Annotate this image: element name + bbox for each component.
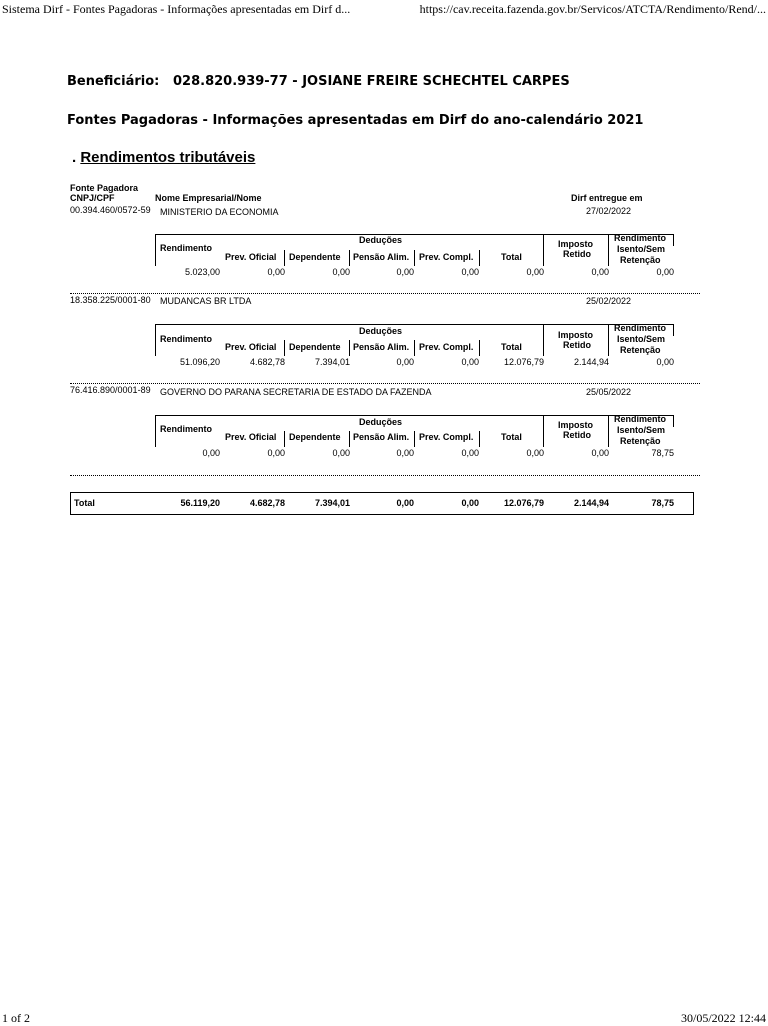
label-nome-empresarial: Nome Empresarial/Nome [155, 193, 262, 203]
header-prev-oficial: Prev. Oficial [225, 342, 277, 352]
header-dependente: Dependente [289, 252, 341, 262]
cell-prev-compl: 0,00 [461, 267, 479, 277]
section-title: Rendimentos tributáveis [80, 149, 256, 166]
table-border [349, 250, 350, 266]
header-deducoes: Deduções [359, 326, 403, 336]
cell-dependente: 7.394,01 [314, 357, 350, 367]
header-retencao: Retenção [620, 436, 661, 446]
header-retido: Retido [563, 430, 591, 440]
payer-cnpj: 00.394.460/0572-59 [70, 205, 151, 215]
table-border [349, 340, 350, 356]
table-border [414, 250, 415, 266]
totals-pensao-alim: 0,00 [396, 498, 414, 508]
header-isento: Isento/Sem [617, 334, 666, 344]
payer-cnpj: 76.416.890/0001-89 [70, 385, 151, 395]
section-heading [72, 149, 255, 166]
table-border [479, 340, 480, 356]
cell-rendimento: 5.023,00 [184, 267, 220, 277]
table-border [543, 234, 544, 266]
cell-pensao-alim: 0,00 [396, 267, 414, 277]
header-pensao-alim: Pensão Alim. [353, 252, 410, 262]
header-isento: Isento/Sem [617, 425, 666, 435]
header-imposto: Imposto [558, 239, 593, 249]
header-total: Total [501, 432, 522, 442]
header-total: Total [501, 252, 522, 262]
table-border [155, 324, 156, 356]
table-border [608, 324, 609, 356]
totals-prev-oficial: 4.682,78 [249, 498, 285, 508]
totals-label: Total [74, 498, 95, 508]
payer-nome: MINISTERIO DA ECONOMIA [160, 207, 279, 217]
cell-rendimento: 51.096,20 [179, 357, 220, 367]
table-border [479, 431, 480, 447]
header-rendimento: Rendimento [160, 424, 213, 434]
totals-dependente: 7.394,01 [314, 498, 350, 508]
header-dependente: Dependente [289, 342, 341, 352]
header-prev-oficial: Prev. Oficial [225, 432, 277, 442]
header-prev-oficial: Prev. Oficial [225, 252, 277, 262]
totals-rendimento: 56.119,20 [180, 498, 220, 508]
table-border [608, 415, 609, 447]
cell-imposto-retido: 0,00 [591, 267, 609, 277]
header-prev-compl: Prev. Compl. [419, 342, 474, 352]
table-border [479, 250, 480, 266]
cell-prev-oficial: 0,00 [267, 448, 285, 458]
table-border [155, 234, 156, 266]
table-border [673, 324, 674, 336]
table-border [349, 431, 350, 447]
cell-prev-compl: 0,00 [461, 357, 479, 367]
dotted-separator [70, 383, 700, 384]
label-fonte-pagadora: Fonte Pagadora [70, 183, 139, 193]
table-border [284, 340, 285, 356]
table-border [414, 431, 415, 447]
header-isento: Rendimento [614, 323, 667, 333]
table-border [608, 234, 609, 266]
section-prefix: . [72, 149, 77, 166]
payer-nome: GOVERNO DO PARANA SECRETARIA DE ESTADO DA FAZENDA [160, 387, 432, 397]
table-border [543, 415, 544, 447]
table-border [155, 415, 156, 447]
header-imposto: Imposto [558, 420, 593, 430]
dotted-separator [70, 293, 700, 294]
header-deducoes: Deduções [359, 235, 403, 245]
cell-dependente: 0,00 [332, 267, 350, 277]
header-retencao: Retenção [620, 345, 661, 355]
table-border [414, 340, 415, 356]
header-rendimento: Rendimento [160, 243, 213, 253]
header-isento: Rendimento [614, 233, 667, 243]
header-dependente: Dependente [289, 432, 341, 442]
label-cnpj-cpf: CNPJ/CPF [70, 193, 115, 203]
payer-dirf-date: 25/05/2022 [586, 387, 632, 397]
header-retido: Retido [563, 340, 591, 350]
table-border [673, 234, 674, 246]
cell-prev-compl: 0,00 [461, 448, 479, 458]
cell-pensao-alim: 0,00 [396, 448, 414, 458]
cell-rendimento: 0,00 [202, 448, 220, 458]
header-retido: Retido [563, 249, 591, 259]
payer-dirf-date: 25/02/2022 [586, 296, 632, 306]
table-border [284, 431, 285, 447]
label-dirf-entregue: Dirf entregue em [571, 193, 643, 203]
cell-total: 12.076,79 [503, 357, 544, 367]
table-border [155, 324, 674, 325]
payer-cnpj: 18.358.225/0001-80 [70, 295, 151, 305]
header-isento: Isento/Sem [617, 244, 666, 254]
beneficiario-value: 028.820.939-77 - JOSIANE FREIRE SCHECHTEL CARPES [173, 74, 570, 89]
beneficiario-label: Beneficiário: [67, 74, 160, 89]
cell-isento: 0,00 [656, 267, 674, 277]
cell-dependente: 0,00 [332, 448, 350, 458]
header-pensao-alim: Pensão Alim. [353, 342, 410, 352]
cell-isento: 78,75 [651, 448, 674, 458]
header-isento: Rendimento [614, 414, 667, 424]
table-border [543, 324, 544, 356]
totals-isento: 78,75 [651, 498, 674, 508]
header-imposto: Imposto [558, 330, 593, 340]
payer-nome: MUDANCAS BR LTDA [160, 296, 252, 306]
table-border [673, 415, 674, 427]
cell-pensao-alim: 0,00 [396, 357, 414, 367]
totals-imposto-retido: 2.144,94 [573, 498, 609, 508]
header-pensao-alim: Pensão Alim. [353, 432, 410, 442]
payer-dirf-date: 27/02/2022 [586, 206, 632, 216]
totals-prev-compl: 0,00 [461, 498, 479, 508]
dotted-separator [70, 475, 700, 476]
table-border [155, 234, 674, 235]
header-prev-compl: Prev. Compl. [419, 432, 474, 442]
cell-imposto-retido: 0,00 [591, 448, 609, 458]
print-footer-page: 1 of 2 [2, 1011, 30, 1025]
table-border [155, 415, 674, 416]
cell-prev-oficial: 4.682,78 [249, 357, 285, 367]
print-header-title: Sistema Dirf - Fontes Pagadoras - Informações apresentadas em Dirf d... [2, 2, 351, 16]
cell-total: 0,00 [526, 267, 544, 277]
header-total: Total [501, 342, 522, 352]
header-retencao: Retenção [620, 255, 661, 265]
header-rendimento: Rendimento [160, 334, 213, 344]
print-header-url: https://cav.receita.fazenda.gov.br/Servicos/ATCTA/Rendimento/Rend/... [419, 2, 766, 16]
report-title: Fontes Pagadoras - Informações apresentadas em Dirf do ano-calendário 2021 [67, 113, 644, 128]
cell-total: 0,00 [526, 448, 544, 458]
cell-prev-oficial: 0,00 [267, 267, 285, 277]
table-border [284, 250, 285, 266]
cell-imposto-retido: 2.144,94 [573, 357, 609, 367]
header-deducoes: Deduções [359, 417, 403, 427]
header-prev-compl: Prev. Compl. [419, 252, 474, 262]
totals-total: 12.076,79 [503, 498, 544, 508]
print-footer-datetime: 30/05/2022 12:44 [680, 1011, 766, 1025]
cell-isento: 0,00 [656, 357, 674, 367]
